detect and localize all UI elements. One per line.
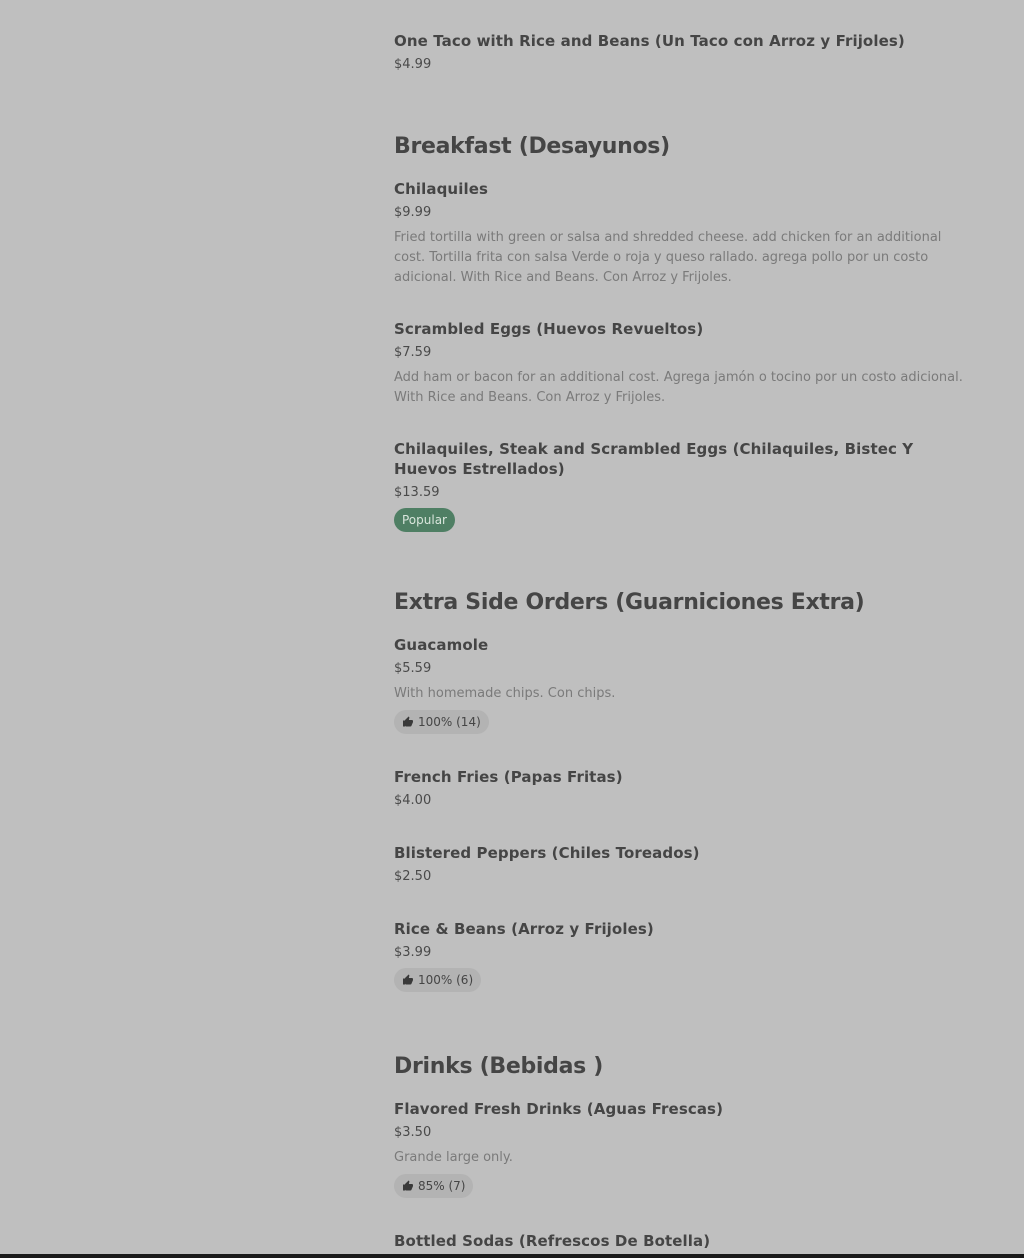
thumbs-up-icon — [402, 974, 414, 986]
item-price: $4.99 — [394, 57, 432, 72]
menu-item-bottled-sodas[interactable] — [394, 1231, 994, 1251]
item-description: Add ham or bacon for an additional cost. Agrega jamón o tocino por un costo adicional. With Rice and Beans. Con Arroz y Frijoles. — [394, 370, 963, 405]
menu-item-rice-beans[interactable] — [394, 919, 994, 992]
menu-item-chilaquiles-steak-eggs[interactable] — [394, 439, 954, 532]
item-name: Chilaquiles, Steak and Scrambled Eggs (Chilaquiles, Bistec Y Huevos Estrellados) — [394, 440, 914, 478]
item-description: Grande large only. — [394, 1150, 513, 1165]
popular-badge: Popular — [394, 508, 455, 532]
menu-item-aguas-frescas[interactable] — [394, 1099, 994, 1198]
section-title-breakfast: Breakfast (Desayunos) — [394, 134, 670, 159]
item-price: $4.00 — [394, 793, 432, 808]
item-description: With homemade chips. Con chips. — [394, 686, 616, 701]
rating-badge — [394, 710, 489, 734]
item-price: $3.99 — [394, 945, 432, 960]
item-name: Rice & Beans (Arroz y Frijoles) — [394, 920, 654, 938]
section-title-drinks: Drinks (Bebidas ) — [394, 1054, 604, 1079]
item-price: $7.59 — [394, 345, 432, 360]
item-name: Scrambled Eggs (Huevos Revueltos) — [394, 320, 704, 338]
item-name: French Fries (Papas Fritas) — [394, 768, 623, 786]
menu-item-one-taco[interactable] — [394, 31, 994, 74]
item-name: One Taco with Rice and Beans (Un Taco con Arroz y Frijoles) — [394, 32, 905, 50]
item-name: Flavored Fresh Drinks (Aguas Frescas) — [394, 1100, 724, 1118]
item-price: $3.50 — [394, 1125, 432, 1140]
thumbs-up-icon — [402, 1180, 414, 1192]
item-name: Bottled Sodas (Refrescos De Botella) — [394, 1232, 711, 1250]
menu-item-chilaquiles[interactable] — [394, 179, 994, 288]
item-price: $9.99 — [394, 205, 432, 220]
menu-item-guacamole[interactable] — [394, 635, 994, 734]
item-price: $5.59 — [394, 661, 432, 676]
rating-badge — [394, 1174, 473, 1198]
rating-text: 100% (14) — [418, 715, 481, 729]
menu-item-scrambled-eggs[interactable] — [394, 319, 994, 408]
menu-item-blistered-peppers[interactable] — [394, 843, 994, 886]
section-title-sides: Extra Side Orders (Guarniciones Extra) — [394, 590, 865, 615]
rating-badge — [394, 968, 481, 992]
item-price: $2.50 — [394, 869, 432, 884]
item-price: $13.59 — [394, 485, 440, 500]
thumbs-up-icon — [402, 716, 414, 728]
rating-text: 85% (7) — [418, 1179, 466, 1193]
item-description: Fried tortilla with green or salsa and shredded cheese. add chicken for an additional cost. Tortilla frita con salsa Verde o roja y queso rallado. agrega pollo por un costo adicional. With Rice and Beans. Con Arroz y Frijoles. — [394, 230, 942, 285]
item-name: Chilaquiles — [394, 180, 488, 198]
menu-item-french-fries[interactable] — [394, 767, 994, 810]
item-name: Guacamole — [394, 636, 489, 654]
rating-text: 100% (6) — [418, 973, 474, 987]
item-name: Blistered Peppers (Chiles Toreados) — [394, 844, 700, 862]
bottom-edge-bar — [0, 1254, 1024, 1258]
